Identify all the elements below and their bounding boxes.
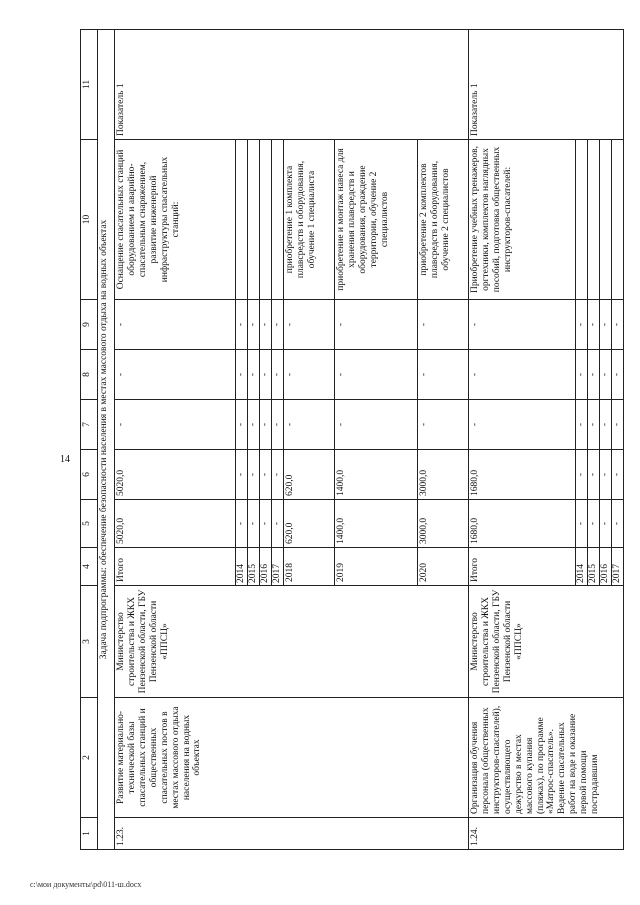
cell-dash: -: [260, 350, 272, 400]
result-text: приобретение 2 комплектов плавсредств и оборудования, обучение 2 специалистов: [418, 140, 469, 300]
cell-dash: -: [588, 500, 600, 548]
cell-dash: -: [612, 500, 624, 548]
executor: Министерство строительства и ЖКХ Пензенской области, ГБУ Пензенской области «ППСЦ»: [115, 586, 469, 698]
col-header: 10: [81, 140, 98, 300]
cell-dash: -: [469, 300, 576, 350]
result-empty: [236, 140, 248, 300]
cell-dash: -: [272, 400, 284, 450]
cell-dash: -: [612, 450, 624, 500]
cell-dash: -: [260, 500, 272, 548]
total-label: Итого: [469, 548, 576, 586]
table-row: [115, 30, 236, 850]
cell-dash: -: [588, 450, 600, 500]
total-value: 1680,0: [469, 500, 576, 548]
program-table: [80, 29, 624, 850]
cell-dash: -: [600, 400, 612, 450]
cell-dash: -: [272, 300, 284, 350]
year-value: 1400,0: [335, 500, 418, 548]
cell-dash: -: [612, 350, 624, 400]
year: 2019: [335, 548, 418, 586]
cell-dash: -: [236, 450, 248, 500]
result-empty: [612, 140, 624, 300]
result-empty: [248, 140, 260, 300]
landscape-table-container: [80, 30, 622, 850]
cell-dash: -: [248, 500, 260, 548]
year: 2016: [600, 548, 612, 586]
col-header: 4: [81, 548, 98, 586]
cell-dash: -: [588, 300, 600, 350]
executor: Министерство строительства и ЖКХ Пензенской области, ГБУ Пензенской области «ППСЦ»: [469, 586, 624, 698]
cell-dash: -: [612, 400, 624, 450]
table-row: [469, 30, 576, 850]
cell-dash: -: [418, 350, 469, 400]
cell-dash: -: [588, 400, 600, 450]
cell-dash: -: [418, 400, 469, 450]
cell-dash: -: [588, 350, 600, 400]
header-row: [81, 30, 98, 850]
row-number: 1.23.: [115, 818, 469, 850]
cell-dash: -: [576, 450, 588, 500]
measure-name: Организация обучения персонала (общественных инструкторов-спасателей), осуществляющего дежурство в местах массового купания (пляжах), по программе «Матрос-спасатель». Ведение спасательных работ на воде и оказание первой помощи пострадавшим: [469, 698, 624, 818]
page-number: 14: [60, 454, 70, 465]
col-header: 6: [81, 450, 98, 500]
cell-dash: -: [236, 300, 248, 350]
cell-dash: -: [335, 300, 418, 350]
cell-dash: -: [115, 400, 236, 450]
cell-dash: -: [260, 450, 272, 500]
total-value: 5020,0: [115, 500, 236, 548]
cell-dash: -: [284, 400, 335, 450]
year: 2017: [612, 548, 624, 586]
cell-dash: -: [248, 300, 260, 350]
result-empty: [600, 140, 612, 300]
result-text: Приобретение учебных тренажеров, оргтехники, комплектов наглядных пособий, подготовка общественных инструкторов-спасателей:: [469, 140, 576, 300]
cell-dash: -: [600, 350, 612, 400]
cell-dash: -: [248, 400, 260, 450]
total-label: Итого: [115, 548, 236, 586]
col-header: 7: [81, 400, 98, 450]
col-header: 3: [81, 586, 98, 698]
cell-dash: -: [260, 400, 272, 450]
cell-dash: -: [115, 300, 236, 350]
col-header: 1: [81, 818, 98, 850]
cell-dash: -: [284, 300, 335, 350]
indicator: Показатель 1: [115, 30, 469, 140]
cell-dash: -: [284, 350, 335, 400]
cell-dash: -: [600, 450, 612, 500]
result-empty: [260, 140, 272, 300]
cell-dash: -: [335, 400, 418, 450]
task-row: [98, 30, 115, 850]
cell-dash: -: [600, 500, 612, 548]
col-header: 2: [81, 698, 98, 818]
cell-dash: -: [600, 300, 612, 350]
measure-name: Развитие материально-технической базы спасательных станций и общественных спасательных постов в местах массового отдыха населения на водных объектах: [115, 698, 469, 818]
result-text: Оснащение спасательных станций оборудованием и аварийно-спасательным снаряжением, развитие инженерной инфраструктуры спасательных станций:: [115, 140, 236, 300]
task-title: Задача подпрограммы: обеспечение безопасности населения в местах массового отдыха на водных объектах: [98, 30, 115, 850]
col-header: 9: [81, 300, 98, 350]
cell-dash: -: [576, 350, 588, 400]
col-header: 5: [81, 500, 98, 548]
total-value: 5020,0: [115, 450, 236, 500]
cell-dash: -: [272, 500, 284, 548]
year: 2014: [236, 548, 248, 586]
col-header: 8: [81, 350, 98, 400]
year: 2020: [418, 548, 469, 586]
year-value: 1400,0: [335, 450, 418, 500]
year: 2015: [248, 548, 260, 586]
result-empty: [576, 140, 588, 300]
cell-dash: -: [335, 350, 418, 400]
cell-dash: -: [576, 300, 588, 350]
year-value: 3000,0: [418, 450, 469, 500]
year: 2017: [272, 548, 284, 586]
result-empty: [272, 140, 284, 300]
total-value: 1680,0: [469, 450, 576, 500]
cell-dash: -: [236, 350, 248, 400]
indicator: Показатель 1: [469, 30, 624, 140]
cell-dash: -: [418, 300, 469, 350]
year-value: 620,0: [284, 450, 335, 500]
year: 2015: [588, 548, 600, 586]
cell-dash: -: [576, 500, 588, 548]
rotated-sheet: [80, 30, 622, 850]
year: 2014: [576, 548, 588, 586]
cell-dash: -: [236, 400, 248, 450]
year-value: 3000,0: [418, 500, 469, 548]
cell-dash: -: [612, 300, 624, 350]
cell-dash: -: [115, 350, 236, 400]
cell-dash: -: [248, 450, 260, 500]
result-text: приобретение и монтаж навеса для хранения плавсредств и оборудования, ограждение территории, обучение 2 специалистов: [335, 140, 418, 300]
year: 2018: [284, 548, 335, 586]
result-text: приобретение 1 комплекта плавсредств и оборудования, обучение 1 специалиста: [284, 140, 335, 300]
year: 2016: [260, 548, 272, 586]
cell-dash: -: [260, 300, 272, 350]
cell-dash: -: [469, 350, 576, 400]
cell-dash: -: [469, 400, 576, 450]
cell-dash: -: [236, 500, 248, 548]
year-value: 620,0: [284, 500, 335, 548]
cell-dash: -: [248, 350, 260, 400]
cell-dash: -: [272, 450, 284, 500]
cell-dash: -: [576, 400, 588, 450]
row-number: 1.24.: [469, 818, 624, 850]
footer-path: c:\мои документы\pd\011-ш.docx: [30, 880, 142, 889]
result-empty: [588, 140, 600, 300]
col-header: 11: [81, 30, 98, 140]
cell-dash: -: [272, 350, 284, 400]
